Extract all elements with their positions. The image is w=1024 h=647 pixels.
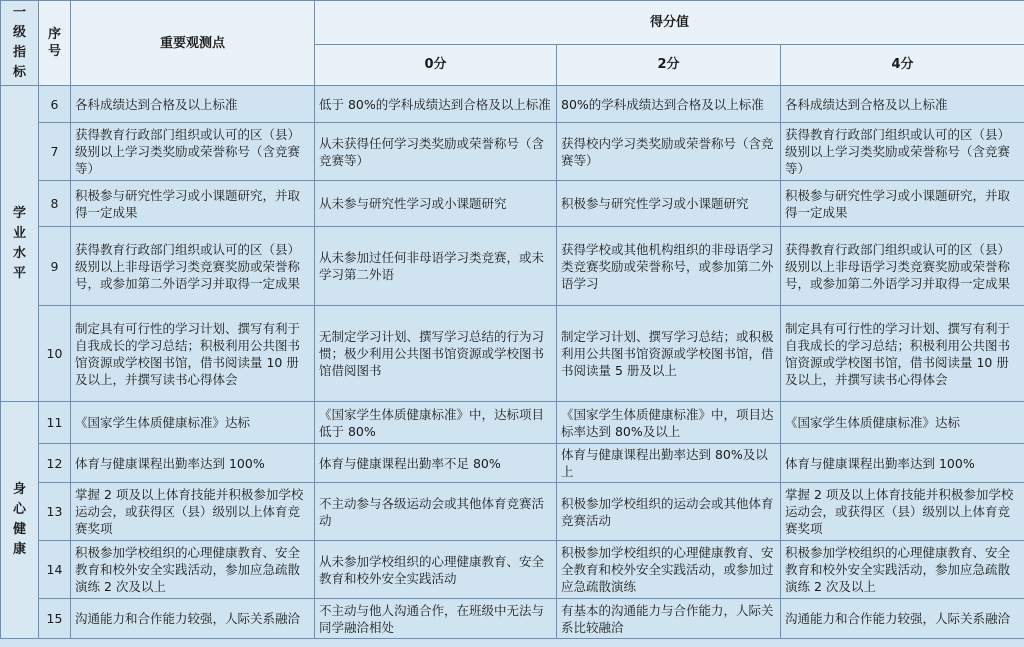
table-row: [1, 599, 1024, 639]
row-score-4: 各科成绩达到合格及以上标准: [781, 86, 1024, 123]
row-no: 12: [39, 444, 71, 483]
row-score-2: 体育与健康课程出勤率达到 80%及以上: [557, 444, 781, 483]
row-score-2: 80%的学科成绩达到合格及以上标准: [557, 86, 781, 123]
table-row: [1, 483, 1024, 541]
header-observation-point: 重要观测点: [71, 1, 315, 86]
row-score-0: 从未参加过任何非母语学习类竞赛，或未学习第二外语: [315, 227, 557, 306]
row-point: 制定具有可行性的学习计划、撰写有利于自我成长的学习总结；积极利用公共图书馆资源或学校图书馆，借书阅读量 10 册及以上，并撰写读书心得体会: [71, 306, 315, 402]
row-point: 各科成绩达到合格及以上标准: [71, 86, 315, 123]
table-row: [1, 541, 1024, 599]
row-score-0: 不主动与他人沟通合作，在班级中无法与同学融洽相处: [315, 599, 557, 639]
table-row: [1, 123, 1024, 181]
row-point: 积极参加学校组织的心理健康教育、安全教育和校外安全实践活动，参加应急疏散演练 2 次及以上: [71, 541, 315, 599]
row-score-2: 获得校内学习类奖励或荣誉称号（含竞赛等）: [557, 123, 781, 181]
row-point: 掌握 2 项及以上体育技能并积极参加学校运动会，或获得区（县）级别以上体育竞赛奖项: [71, 483, 315, 541]
row-score-4: 沟通能力和合作能力较强，人际关系融洽: [781, 599, 1024, 639]
row-score-4: 获得教育行政部门组织或认可的区（县）级别以上学习类奖励或荣誉称号（含竞赛等）: [781, 123, 1024, 181]
row-score-4: 掌握 2 项及以上体育技能并积极参加学校运动会，或获得区（县）级别以上体育竞赛奖项: [781, 483, 1024, 541]
row-no: 6: [39, 86, 71, 123]
table-row: [1, 227, 1024, 306]
row-score-4: 积极参与研究性学习或小课题研究，并取得一定成果: [781, 181, 1024, 227]
row-point: 《国家学生体质健康标准》达标: [71, 402, 315, 444]
table-row: [1, 306, 1024, 402]
row-point: 沟通能力和合作能力较强，人际关系融洽: [71, 599, 315, 639]
row-no: 14: [39, 541, 71, 599]
row-score-4: 制定具有可行性的学习计划、撰写有利于自我成长的学习总结；积极利用公共图书馆资源或学校图书馆，借书阅读量 10 册及以上，并撰写读书心得体会: [781, 306, 1024, 402]
row-score-4: 体育与健康课程出勤率达到 100%: [781, 444, 1024, 483]
row-score-0: 无制定学习计划、撰写学习总结的行为习惯；极少利用公共图书馆资源或学校图书馆借阅图书: [315, 306, 557, 402]
row-score-4: 获得教育行政部门组织或认可的区（县）级别以上非母语学习类竞赛奖励或荣誉称号，或参加第二外语学习并取得一定成果: [781, 227, 1024, 306]
row-score-2: 有基本的沟通能力与合作能力，人际关系比较融洽: [557, 599, 781, 639]
header-score-2: 2分: [557, 44, 781, 85]
row-score-4: 《国家学生体质健康标准》达标: [781, 402, 1024, 444]
row-no: 13: [39, 483, 71, 541]
row-point: 获得教育行政部门组织或认可的区（县）级别以上学习类奖励或荣誉称号（含竞赛等）: [71, 123, 315, 181]
row-score-4: 积极参加学校组织的心理健康教育、安全教育和校外安全实践活动，参加应急疏散演练 2 次及以上: [781, 541, 1024, 599]
row-score-0: 体育与健康课程出勤率不足 80%: [315, 444, 557, 483]
header-score-0: 0分: [315, 44, 557, 85]
row-score-0: 《国家学生体质健康标准》中，达标项目低于 80%: [315, 402, 557, 444]
row-no: 8: [39, 181, 71, 227]
row-point: 积极参与研究性学习或小课题研究，并取得一定成果: [71, 181, 315, 227]
table-row: [1, 86, 1024, 123]
row-score-2: 制定学习计划、撰写学习总结；或积极利用公共图书馆资源或学校图书馆，借书阅读量 5 册及以上: [557, 306, 781, 402]
row-no: 9: [39, 227, 71, 306]
row-score-2: 积极参加学校组织的运动会或其他体育竞赛活动: [557, 483, 781, 541]
table-row: [1, 402, 1024, 444]
row-no: 11: [39, 402, 71, 444]
category-academic: 学 业 水 平: [1, 86, 39, 402]
row-point: 获得教育行政部门组织或认可的区（县）级别以上非母语学习类竞赛奖励或荣誉称号，或参加第二外语学习并取得一定成果: [71, 227, 315, 306]
header-score-4: 4分: [781, 44, 1024, 85]
row-point: 体育与健康课程出勤率达到 100%: [71, 444, 315, 483]
category-health: 身 心 健 康: [1, 402, 39, 639]
table-row: [1, 181, 1024, 227]
row-score-0: 从未参加学校组织的心理健康教育、安全教育和校外安全实践活动: [315, 541, 557, 599]
row-no: 7: [39, 123, 71, 181]
header-no: 序号: [39, 1, 71, 86]
row-score-2: 积极参加学校组织的心理健康教育、安全教育和校外安全实践活动，或参加过应急疏散演练: [557, 541, 781, 599]
header-level1: 一 级 指 标: [1, 1, 39, 86]
row-score-0: 从未获得任何学习类奖励或荣誉称号（含竞赛等）: [315, 123, 557, 181]
row-score-0: 从未参与研究性学习或小课题研究: [315, 181, 557, 227]
row-score-2: 获得学校或其他机构组织的非母语学习类竞赛奖励或荣誉称号，或参加第二外语学习: [557, 227, 781, 306]
header-score: 得分值: [315, 1, 1024, 45]
row-score-2: 积极参与研究性学习或小课题研究: [557, 181, 781, 227]
table-row: [1, 444, 1024, 483]
row-score-2: 《国家学生体质健康标准》中，项目达标率达到 80%及以上: [557, 402, 781, 444]
row-score-0: 不主动参与各级运动会或其他体育竞赛活动: [315, 483, 557, 541]
row-no: 15: [39, 599, 71, 639]
row-no: 10: [39, 306, 71, 402]
row-score-0: 低于 80%的学科成绩达到合格及以上标准: [315, 86, 557, 123]
